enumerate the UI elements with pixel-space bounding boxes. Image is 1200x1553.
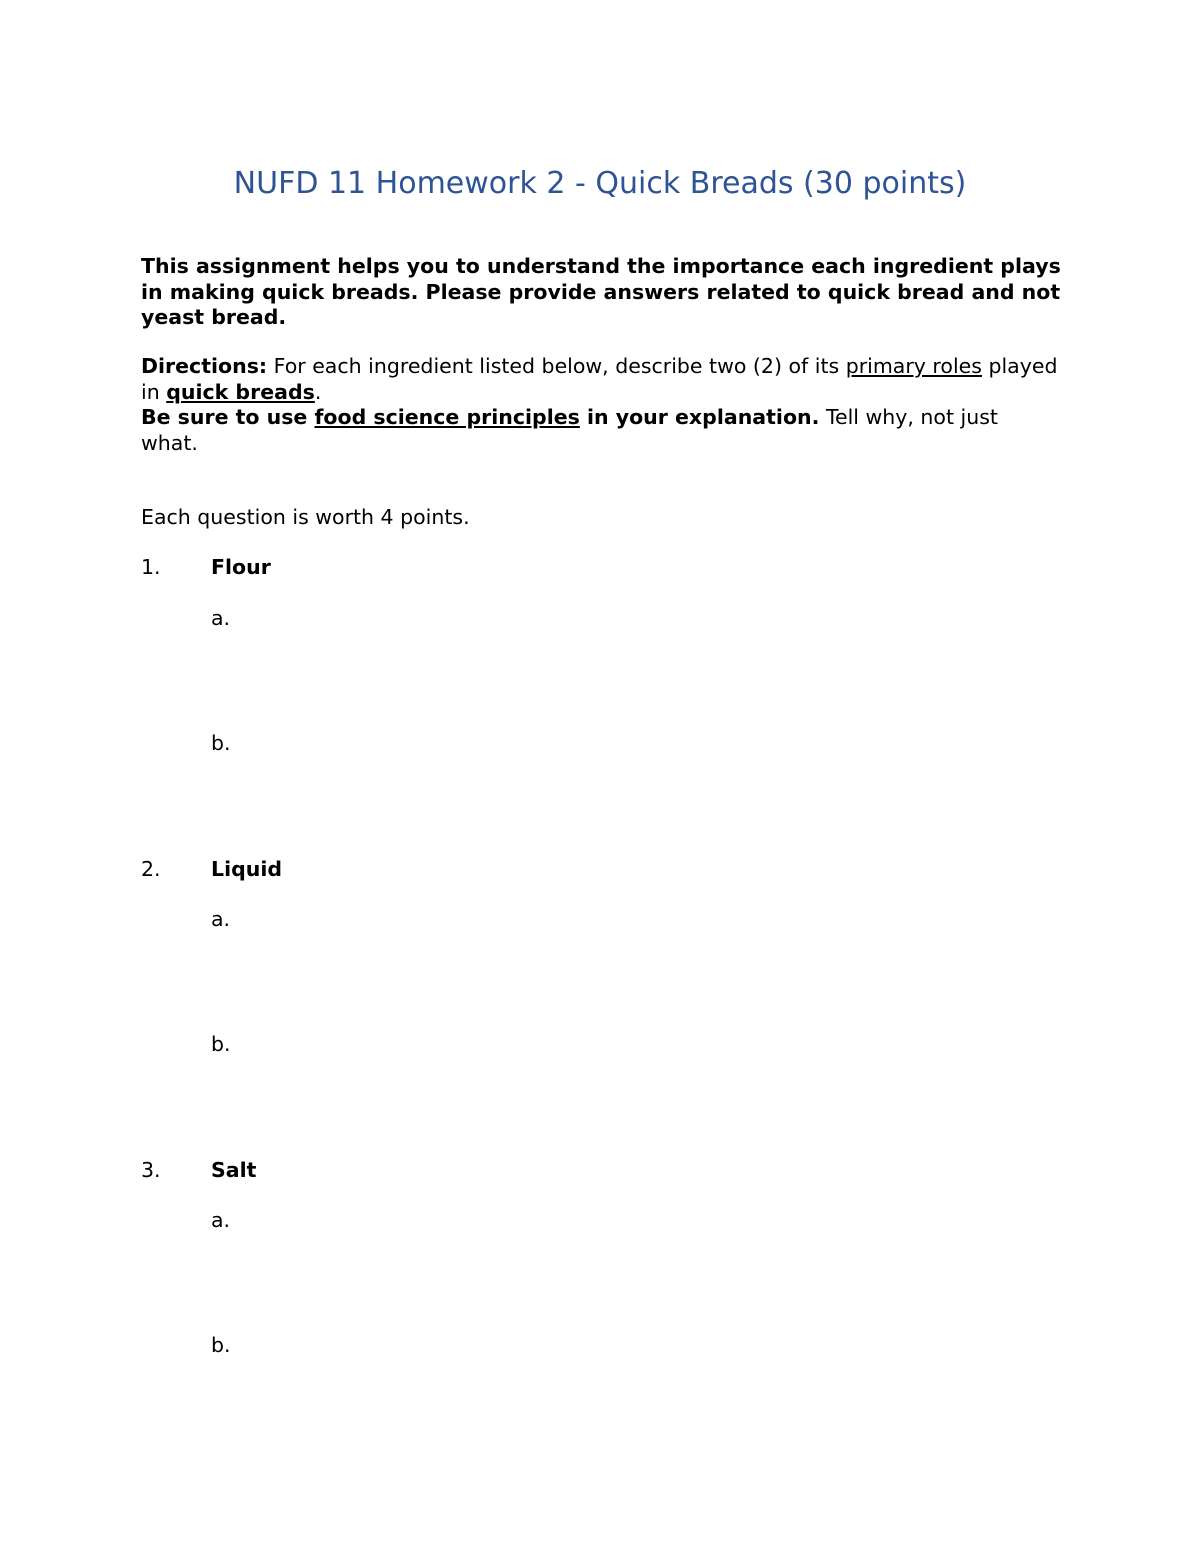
- answer-label-a: a.: [211, 606, 231, 630]
- page-title: NUFD 11 Homework 2 - Quick Breads (30 points): [233, 166, 967, 201]
- tell-why-text: Tell why, not just what.: [141, 405, 998, 455]
- question-title: Salt: [211, 1158, 257, 1182]
- points-note: Each question is worth 4 points.: [141, 505, 470, 529]
- be-sure-text-1: Be sure to use: [141, 405, 315, 429]
- directions-text-1: For each ingredient listed below, describe two (2) of its: [267, 354, 846, 378]
- question-title: Liquid: [211, 857, 283, 881]
- answer-label-b: b.: [211, 731, 231, 755]
- answer-label-a: a.: [211, 1208, 231, 1232]
- answer-label-b: b.: [211, 1032, 231, 1056]
- question-number: 3.: [141, 1158, 161, 1182]
- primary-roles-text: primary roles: [845, 354, 982, 378]
- answer-label-a: a.: [211, 907, 231, 931]
- food-science-text: food science principles: [314, 405, 580, 429]
- intro-paragraph: This assignment helps you to understand the importance each ingredient plays in making quick breads. Please provide answers related to quick bread and not yeast bread.: [141, 254, 1061, 329]
- directions-paragraph: [141, 354, 1061, 456]
- directions-text-2: played in: [141, 354, 1058, 404]
- question-number: 2.: [141, 857, 161, 881]
- question-title: Flour: [211, 555, 271, 579]
- directions-label: Directions:: [141, 354, 268, 378]
- quick-breads-text: quick breads: [166, 379, 315, 404]
- question-number: 1.: [141, 555, 161, 579]
- be-sure-text-2: in your explanation.: [579, 405, 820, 429]
- directions-text-3: .: [314, 379, 322, 404]
- answer-label-b: b.: [211, 1333, 231, 1357]
